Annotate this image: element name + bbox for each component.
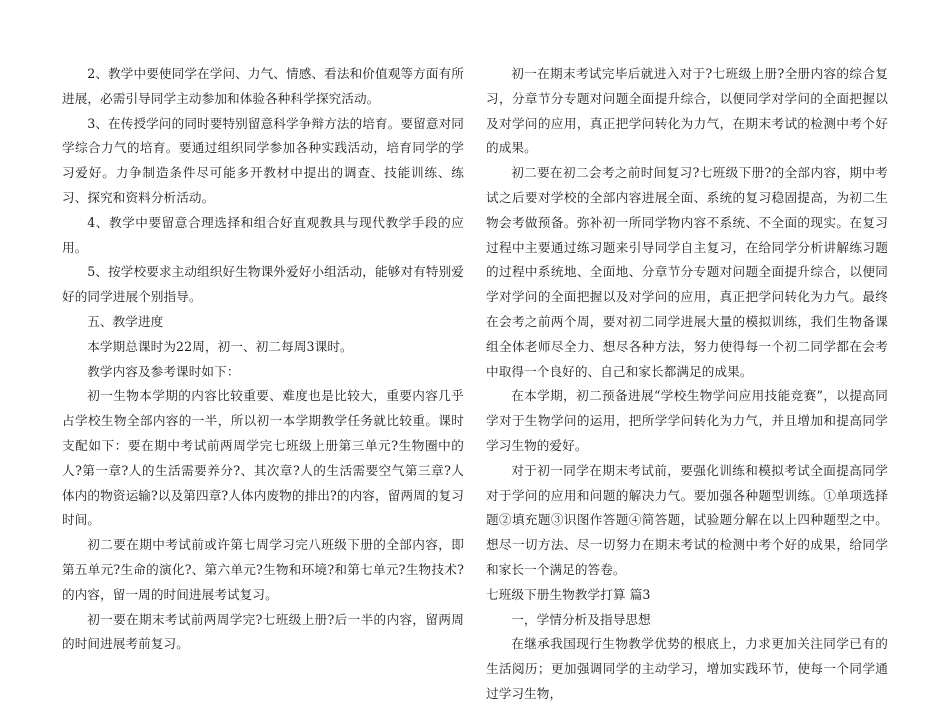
paragraph: 初二要在期中考试前或许第七周学习完八班级下册的全部内容，即第五单元?生命的演化?、第六单元?生物和环境?和第七单元?生物技术?的内容，留一周的时间进展考试复习。	[62, 537, 464, 602]
paragraph: 初一生物本学期的内容比较重要、难度也是比较大，重要内容几乎占学校生物全部内容的一半，所以初一本学期教学任务就比较重。课时支配如下：要在期中考试前两周学完七班级上册第三单元?生物圈中的人?第一章?人的生活需要养分?、其次章?人的生活需要空气第三章?人体内的物资运输?以及第四章?人体内废物的排出?的内容，留两周的复习时间。	[62, 388, 464, 528]
paragraph: 初一在期末考试完毕后就进入对于?七班级上册?全册内容的综合复习，分章节分专题对问题全面提升综合，以便同学对学问的全面把握以及对学问的应用，真正把学问转化为力气，在期末考试的检测中考个好的成果。	[486, 66, 888, 156]
left-column	[62, 62, 464, 657]
paragraph: 初一要在期末考试前两周学完?七班级上册?后一半的内容，留两周的时间进展考前复习。	[62, 611, 464, 652]
paragraph: 本学期总课时为22周，初一、初二每周3课时。	[87, 338, 353, 354]
section-heading: 一，学情分析及指导思想	[511, 611, 651, 627]
paragraph: 3、在传授学问的同时要特别留意科学争辩方法的培育。要留意对同学综合力气的培育。要通过组织同学参加各种实践活动，培育同学的学习爱好。力争制造条件尽可能多开教材中提出的调查、技能训练、练习、探究和资料分析活动。	[62, 115, 464, 205]
paragraph: 5、按学校要求主动组织好生物课外爱好小组活动，能够对有特别爱好的同学进展个别指导。	[62, 264, 464, 305]
paragraph: 4、教学中要留意合理选择和组合好直观教具与现代教学手段的应用。	[62, 214, 464, 255]
paragraph: 在继承我国现行生物教学优势的根底上，力求更加关注同学已有的生活阅历；更加强调同学的主动学习，增加实践环节，使每一个同学通过学习生物，	[486, 636, 888, 701]
paragraph: 在本学期，初二预备进展“学校生物学问应用技能竞赛”，以提高同学对于生物学问的运用，把所学学问转化为力气，并且增加和提高同学学习生物的爱好。	[486, 388, 888, 453]
paragraph: 对于初一同学在期末考试前，要强化训练和模拟考试全面提高同学对于学问的应用和问题的解决力气。要加强各种题型训练。①单项选择题②填充题③识图作答题④简答题，试验题分解在以上四种题型之中。想尽一切方法、尽一切努力在期末考试的检测中考个好的成果，给同学和家长一个满足的答卷。	[486, 462, 888, 577]
paragraph: 教学内容及参考课时如下：	[87, 363, 240, 379]
section-heading: 五、教学进度	[87, 313, 164, 329]
document-title: 七班级下册生物教学打算 篇3	[486, 586, 651, 602]
paragraph: 2、教学中要使同学在学问、力气、情感、看法和价值观等方面有所进展，必需引导同学主动参加和体验各种科学探究活动。	[62, 66, 464, 106]
paragraph: 初二要在初二会考之前时间复习?七班级下册?的全部内容，期中考试之后要对学校的全部内容进展全面、系统的复习稳固提高，为初二生物会考做预备。弥补初一所同学物内容不系统、不全面的现实。在复习过程中主要通过练习题来引导同学自主复习，在给同学分析讲解练习题的过程中系统地、全面地、分章节分专题对问题全面提升综合，以便同学对学问的全面把握以及对学问的应用，真正把学问转化为力气。最终在会考之前两个周，要对初二同学进展大量的模拟训练，我们生物备课组全体老师尽全力、想尽各种方法，努力使得每一个初二同学都在会考中取得一个良好的、自己和家长都满足的成果。	[486, 165, 888, 379]
right-column	[486, 62, 888, 707]
